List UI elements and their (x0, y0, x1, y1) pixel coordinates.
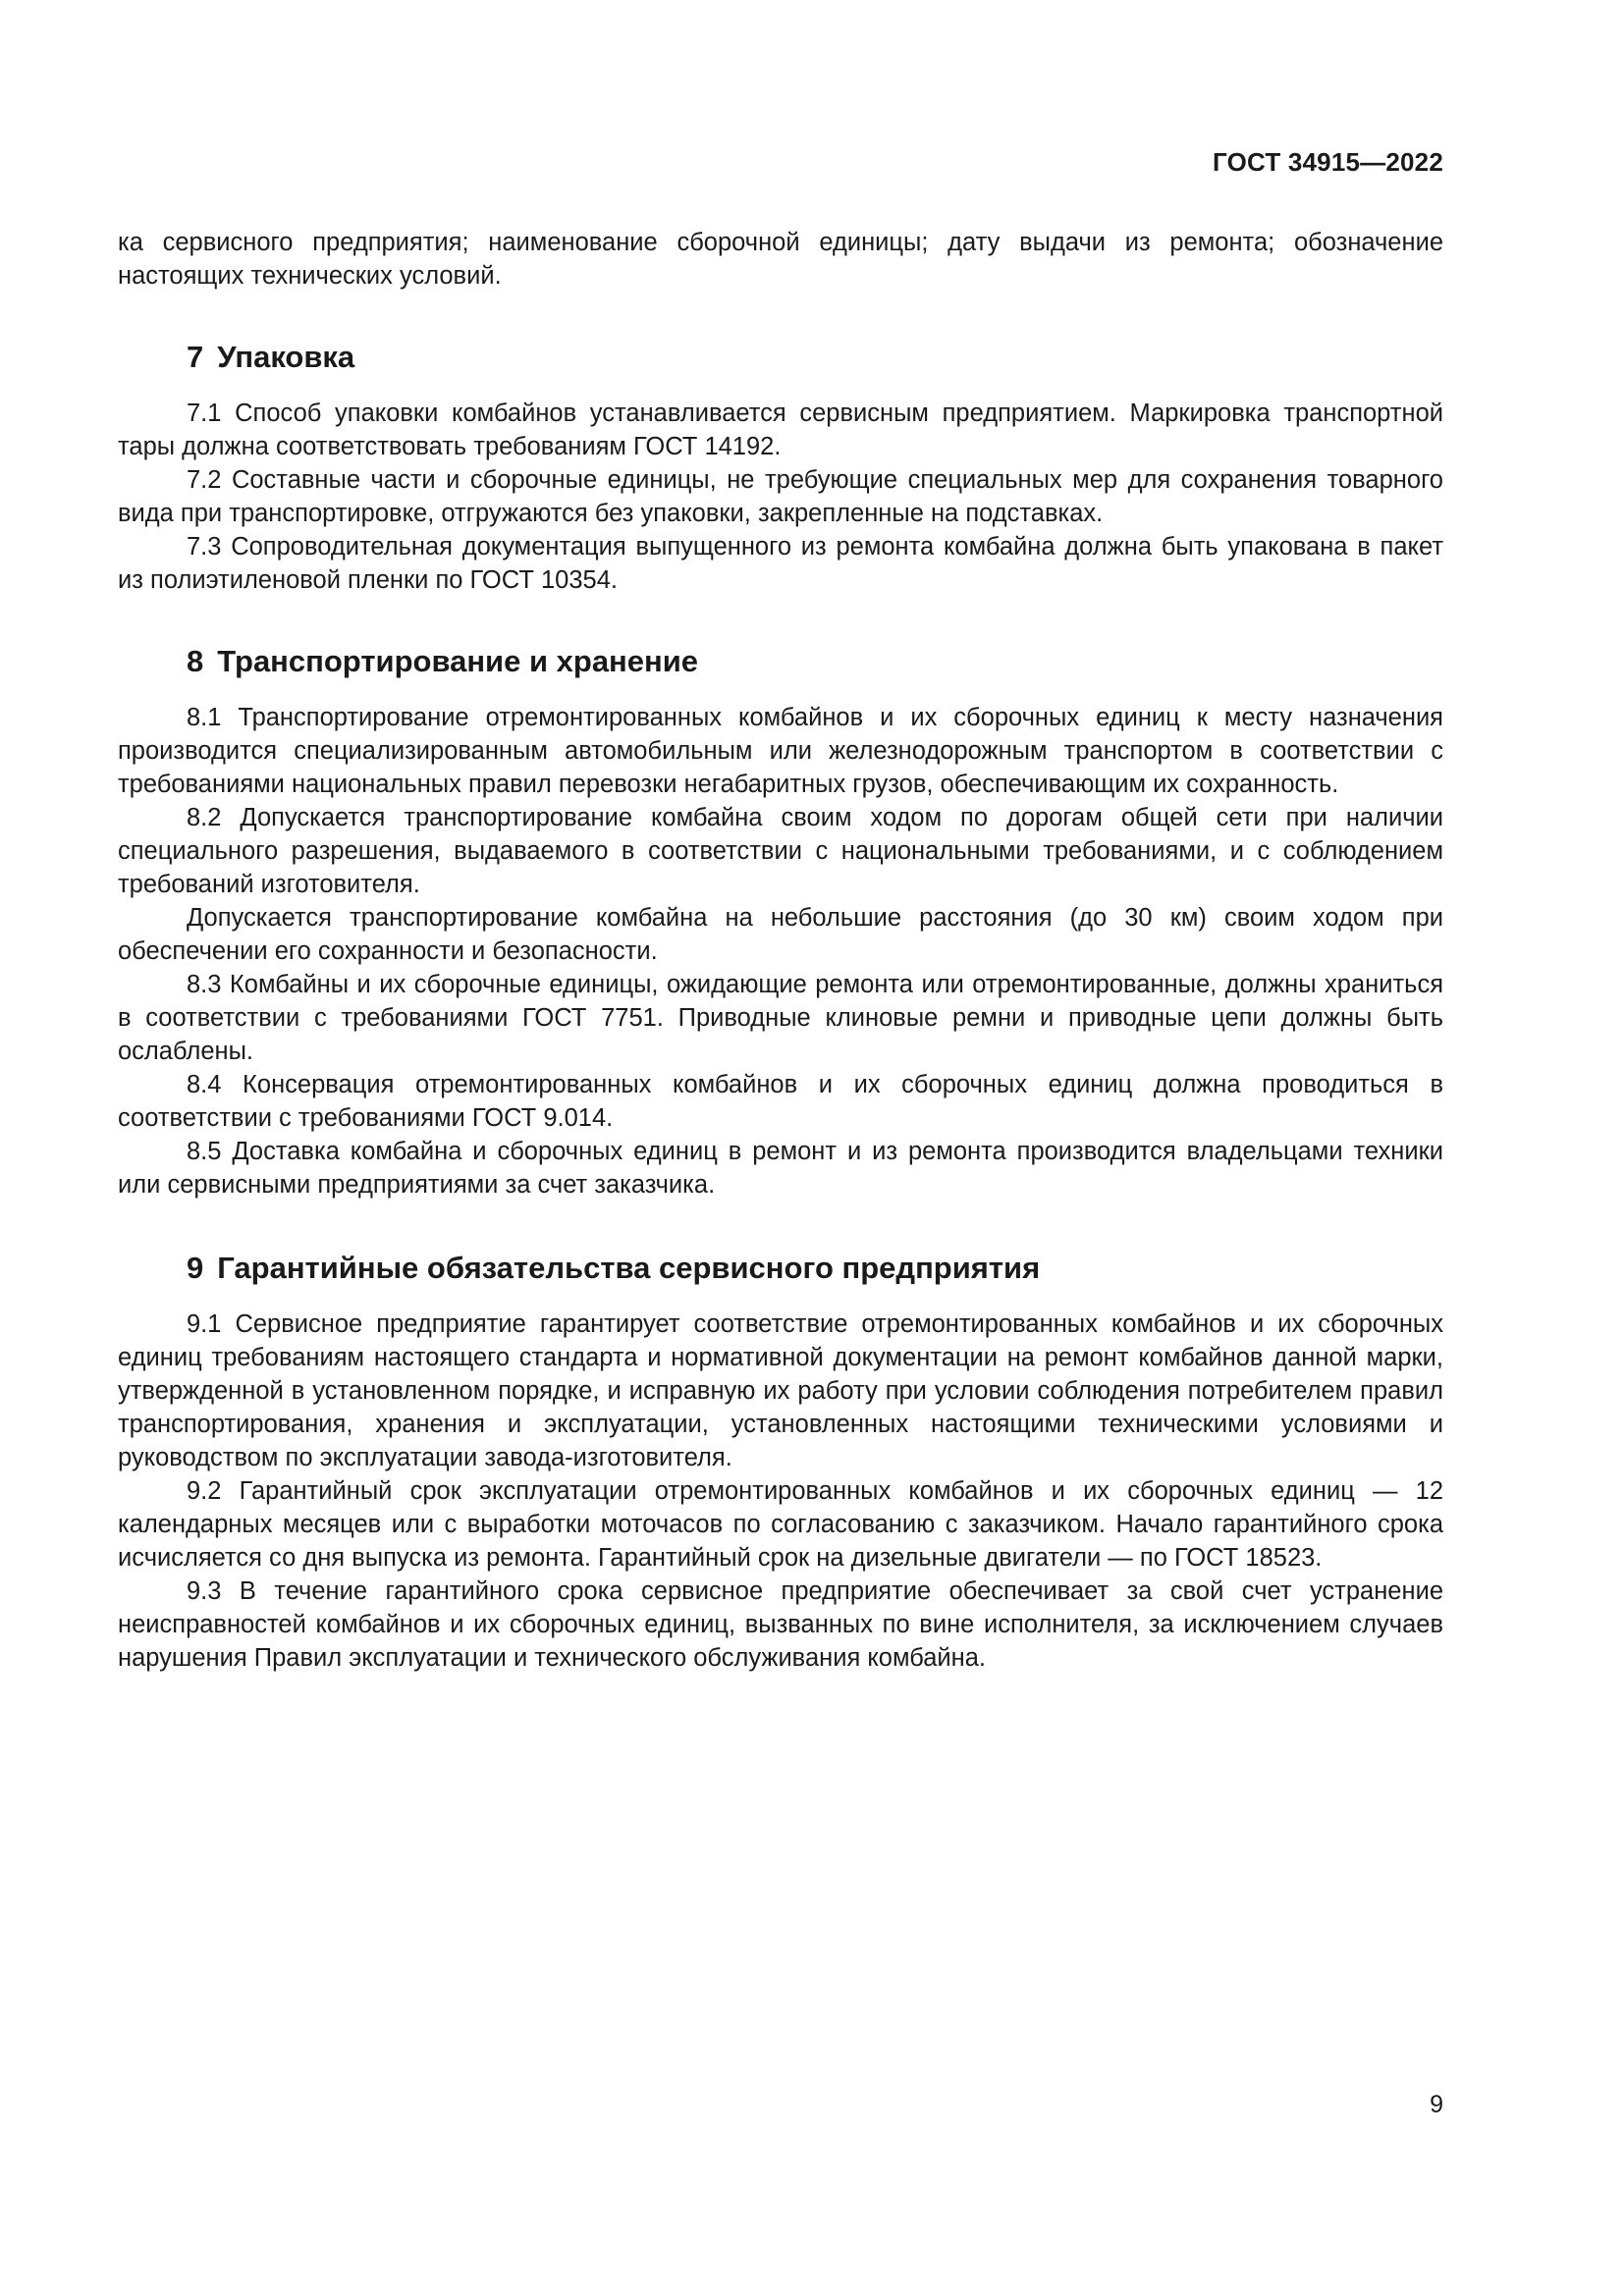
paragraph-8-2: 8.2 Допускается транспортирование комбайна своим ходом по дорогам общей сети при наличии специального разрешения, выдаваемого в соответствии с национальными требованиями, и с соблюдением требований изготовителя. (118, 804, 1443, 898)
paragraph-8-5: 8.5 Доставка комбайна и сборочных единиц в ремонт и из ремонта производится владельцами техники или сервисными предприятиями за счет заказчика. (118, 1138, 1443, 1199)
page-number: 9 (1430, 2091, 1443, 2118)
intro-paragraph: ка сервисного предприятия; наименование сборочной единицы; дату выдачи из ремонта; обозначение настоящих технических условий. (118, 229, 1443, 290)
paragraph-9-3: 9.3 В течение гарантийного срока сервисное предприятие обеспечивает за свой счет устранение неисправностей комбайнов и их сборочных единиц, вызванных по вине исполнителя, за исключением случаев нарушения Правил эксплуатации и технического обслуживания комбайна. (118, 1577, 1443, 1672)
paragraph-8-2-cont: Допускается транспортирование комбайна на небольшие расстояния (до 30 км) своим ходом при обеспечении его сохранности и безопасности. (118, 904, 1443, 965)
paragraph-7-1: 7.1 Способ упаковки комбайнов устанавливается сервисным предприятием. Маркировка транспортной тары должна соответствовать требованиям ГОСТ 14192. (118, 400, 1443, 460)
section-8-heading (118, 642, 1443, 681)
paragraph-7-3: 7.3 Сопроводительная документация выпущенного из ремонта комбайна должна быть упакована в пакет из полиэтиленовой пленки по ГОСТ 10354. (118, 533, 1443, 594)
paragraph-9-2: 9.2 Гарантийный срок эксплуатации отремонтированных комбайнов и их сборочных единиц — 12 календарных месяцев или с выработки моточасов по согласованию с заказчиком. Начало гарантийного срока исчисляется со дня выпуска из ремонта. Гарантийный срок на дизельные двигатели — по ГОСТ 18523. (118, 1477, 1443, 1572)
section-7-heading (118, 338, 1443, 377)
section-number: 9 (187, 1251, 204, 1285)
section-number: 7 (187, 340, 204, 374)
page-content (118, 226, 1443, 1675)
section-title: Транспортирование и хранение (217, 644, 699, 678)
paragraph-7-2: 7.2 Составные части и сборочные единицы, не требующие специальных мер для сохранения товарного вида при транспортировке, отгружаются без упаковки, закрепленные на подставках. (118, 466, 1443, 527)
paragraph-9-1: 9.1 Сервисное предприятие гарантирует соответствие отремонтированных комбайнов и их сборочных единиц требованиям настоящего стандарта и нормативной документации на ремонт комбайнов данной марки, утвержденной в установленном порядке, и исправную их работу при условии соблюдения потребителем правил транспортирования, хранения и эксплуатации, установленных настоящими техническими условиями и руководством по эксплуатации завода-изготовителя. (118, 1310, 1443, 1471)
paragraph-8-4: 8.4 Консервация отремонтированных комбайнов и их сборочных единиц должна проводиться в соответствии с требованиями ГОСТ 9.014. (118, 1071, 1443, 1132)
section-9-heading (118, 1249, 1443, 1288)
paragraph-8-3: 8.3 Комбайны и их сборочные единицы, ожидающие ремонта или отремонтированные, должны храниться в соответствии с требованиями ГОСТ 7751. Приводные клиновые ремни и приводные цепи должны быть ослаблены. (118, 971, 1443, 1065)
section-title: Гарантийные обязательства сервисного предприятия (217, 1251, 1041, 1285)
section-title: Упаковка (217, 340, 355, 374)
document-code: ГОСТ 34915—2022 (1213, 147, 1443, 177)
paragraph-8-1: 8.1 Транспортирование отремонтированных комбайнов и их сборочных единиц к месту назначения производится специализированным автомобильным или железнодорожным транспортом в соответствии с требованиями национальных правил перевозки негабаритных грузов, обеспечивающим их сохранность. (118, 704, 1443, 798)
section-number: 8 (187, 644, 204, 678)
